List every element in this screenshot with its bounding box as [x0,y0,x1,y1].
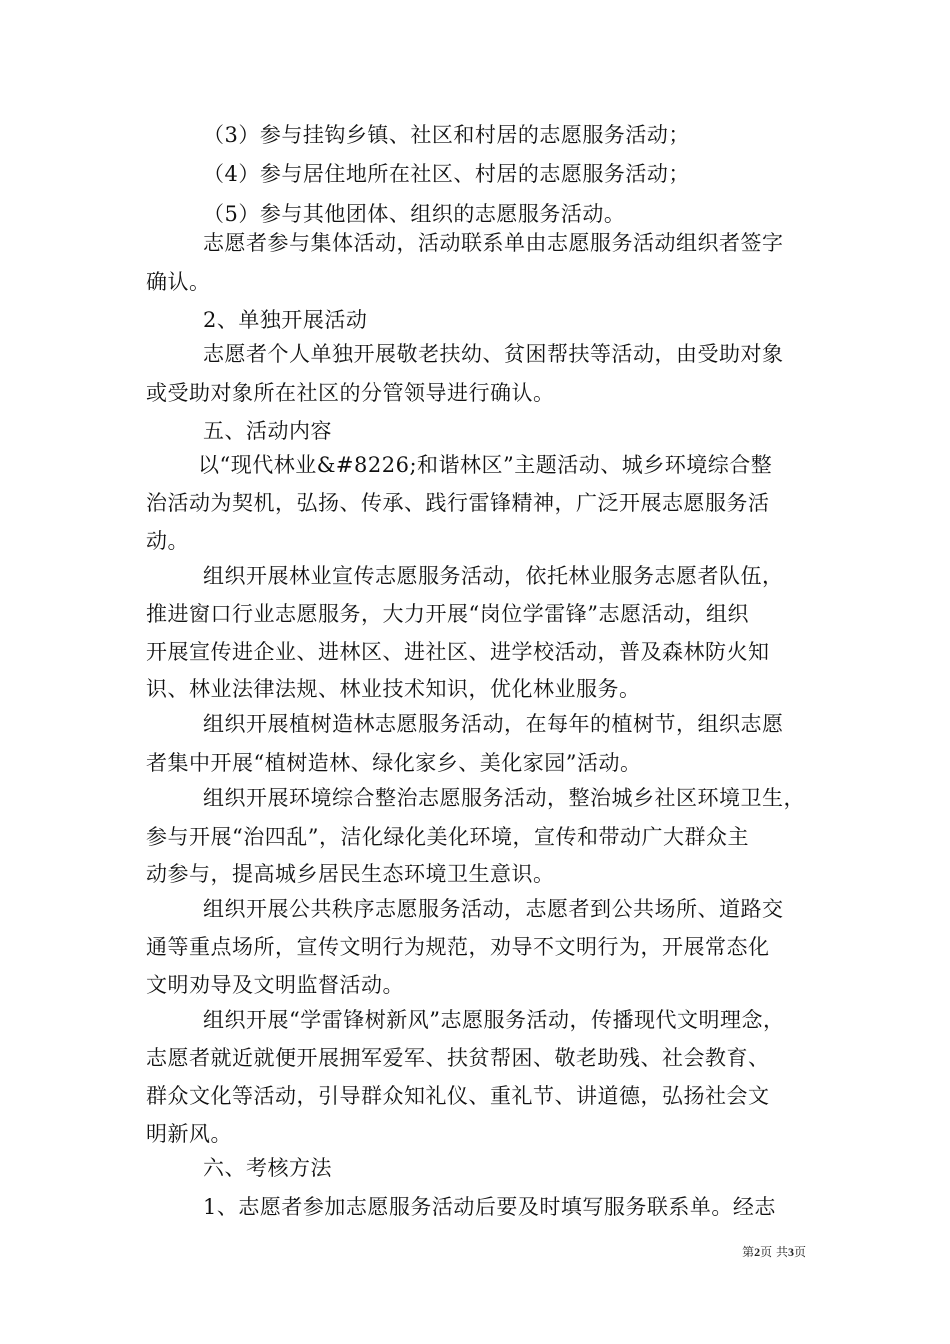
text-line: 明新风。 [146,1122,232,1146]
text-line: 识、林业法律法规、林业技术知识，优化林业服务。 [146,677,641,701]
text-line: 治活动为契机，弘扬、传承、践行雷锋精神，广泛开展志愿服务活 [146,491,770,515]
section-heading: 五、活动内容 [203,419,332,443]
text-line: （5）参与其他团体、组织的志愿服务活动。 [203,202,626,226]
text-line: 推进窗口行业志愿服务，大力开展“岗位学雷锋”志愿活动，组织 [146,602,749,626]
text-line: 参与开展“治四乱”，洁化绿化美化环境，宣传和带动广大群众主 [146,825,749,849]
text-line: 志愿者就近就便开展拥军爱军、扶贫帮困、敬老助残、社会教育、 [146,1046,770,1070]
footer-prefix: 第 [742,1245,755,1259]
footer-suffix: 页 [793,1245,806,1259]
text-line: 组织开展公共秩序志愿服务活动，志愿者到公共场所、道路交 [203,897,784,921]
text-line: 开展宣传进企业、进林区、进社区、进学校活动，普及森林防火知 [146,640,770,664]
text-line: （4）参与居住地所在社区、村居的志愿服务活动； [203,162,690,186]
text-line: 动。 [146,529,189,553]
current-page-number: 2 [754,1245,761,1259]
text-line: 组织开展环境综合整治志愿服务活动，整治城乡社区环境卫生， [203,786,805,810]
text-line: 群众文化等活动，引导群众知礼仪、重礼节、讲道德，弘扬社会文 [146,1084,770,1108]
footer-middle: 页 共 [760,1245,788,1259]
text-line: 动参与，提高城乡居民生态环境卫生意识。 [146,862,555,886]
section-heading: 2、单独开展活动 [203,308,368,332]
page-footer [0,1244,806,1260]
total-pages-number: 3 [787,1245,794,1259]
text-line: 志愿者个人单独开展敬老扶幼、贫困帮扶等活动，由受助对象 [203,342,784,366]
text-line: 组织开展“学雷锋树新风”志愿服务活动，传播现代文明理念， [203,1008,785,1032]
text-line: 文明劝导及文明监督活动。 [146,973,404,997]
text-line: 组织开展植树造林志愿服务活动，在每年的植树节，组织志愿 [203,712,784,736]
section-heading: 六、考核方法 [203,1156,332,1180]
text-line: 1、志愿者参加志愿服务活动后要及时填写服务联系单。经志 [203,1195,776,1219]
text-line: 确认。 [146,270,211,294]
text-line: 志愿者参与集体活动，活动联系单由志愿服务活动组织者签字 [203,231,784,255]
text-line: 者集中开展“植树造林、绿化家乡、美化家园”活动。 [146,751,642,775]
text-line: 或受助对象所在社区的分管领导进行确认。 [146,381,555,405]
text-line: 以“现代林业&#8226;和谐林区”主题活动、城乡环境综合整 [198,453,773,477]
text-line: 通等重点场所，宣传文明行为规范，劝导不文明行为，开展常态化 [146,935,770,959]
text-line: 组织开展林业宣传志愿服务活动，依托林业服务志愿者队伍， [203,564,784,588]
text-line: （3）参与挂钩乡镇、社区和村居的志愿服务活动； [203,123,690,147]
